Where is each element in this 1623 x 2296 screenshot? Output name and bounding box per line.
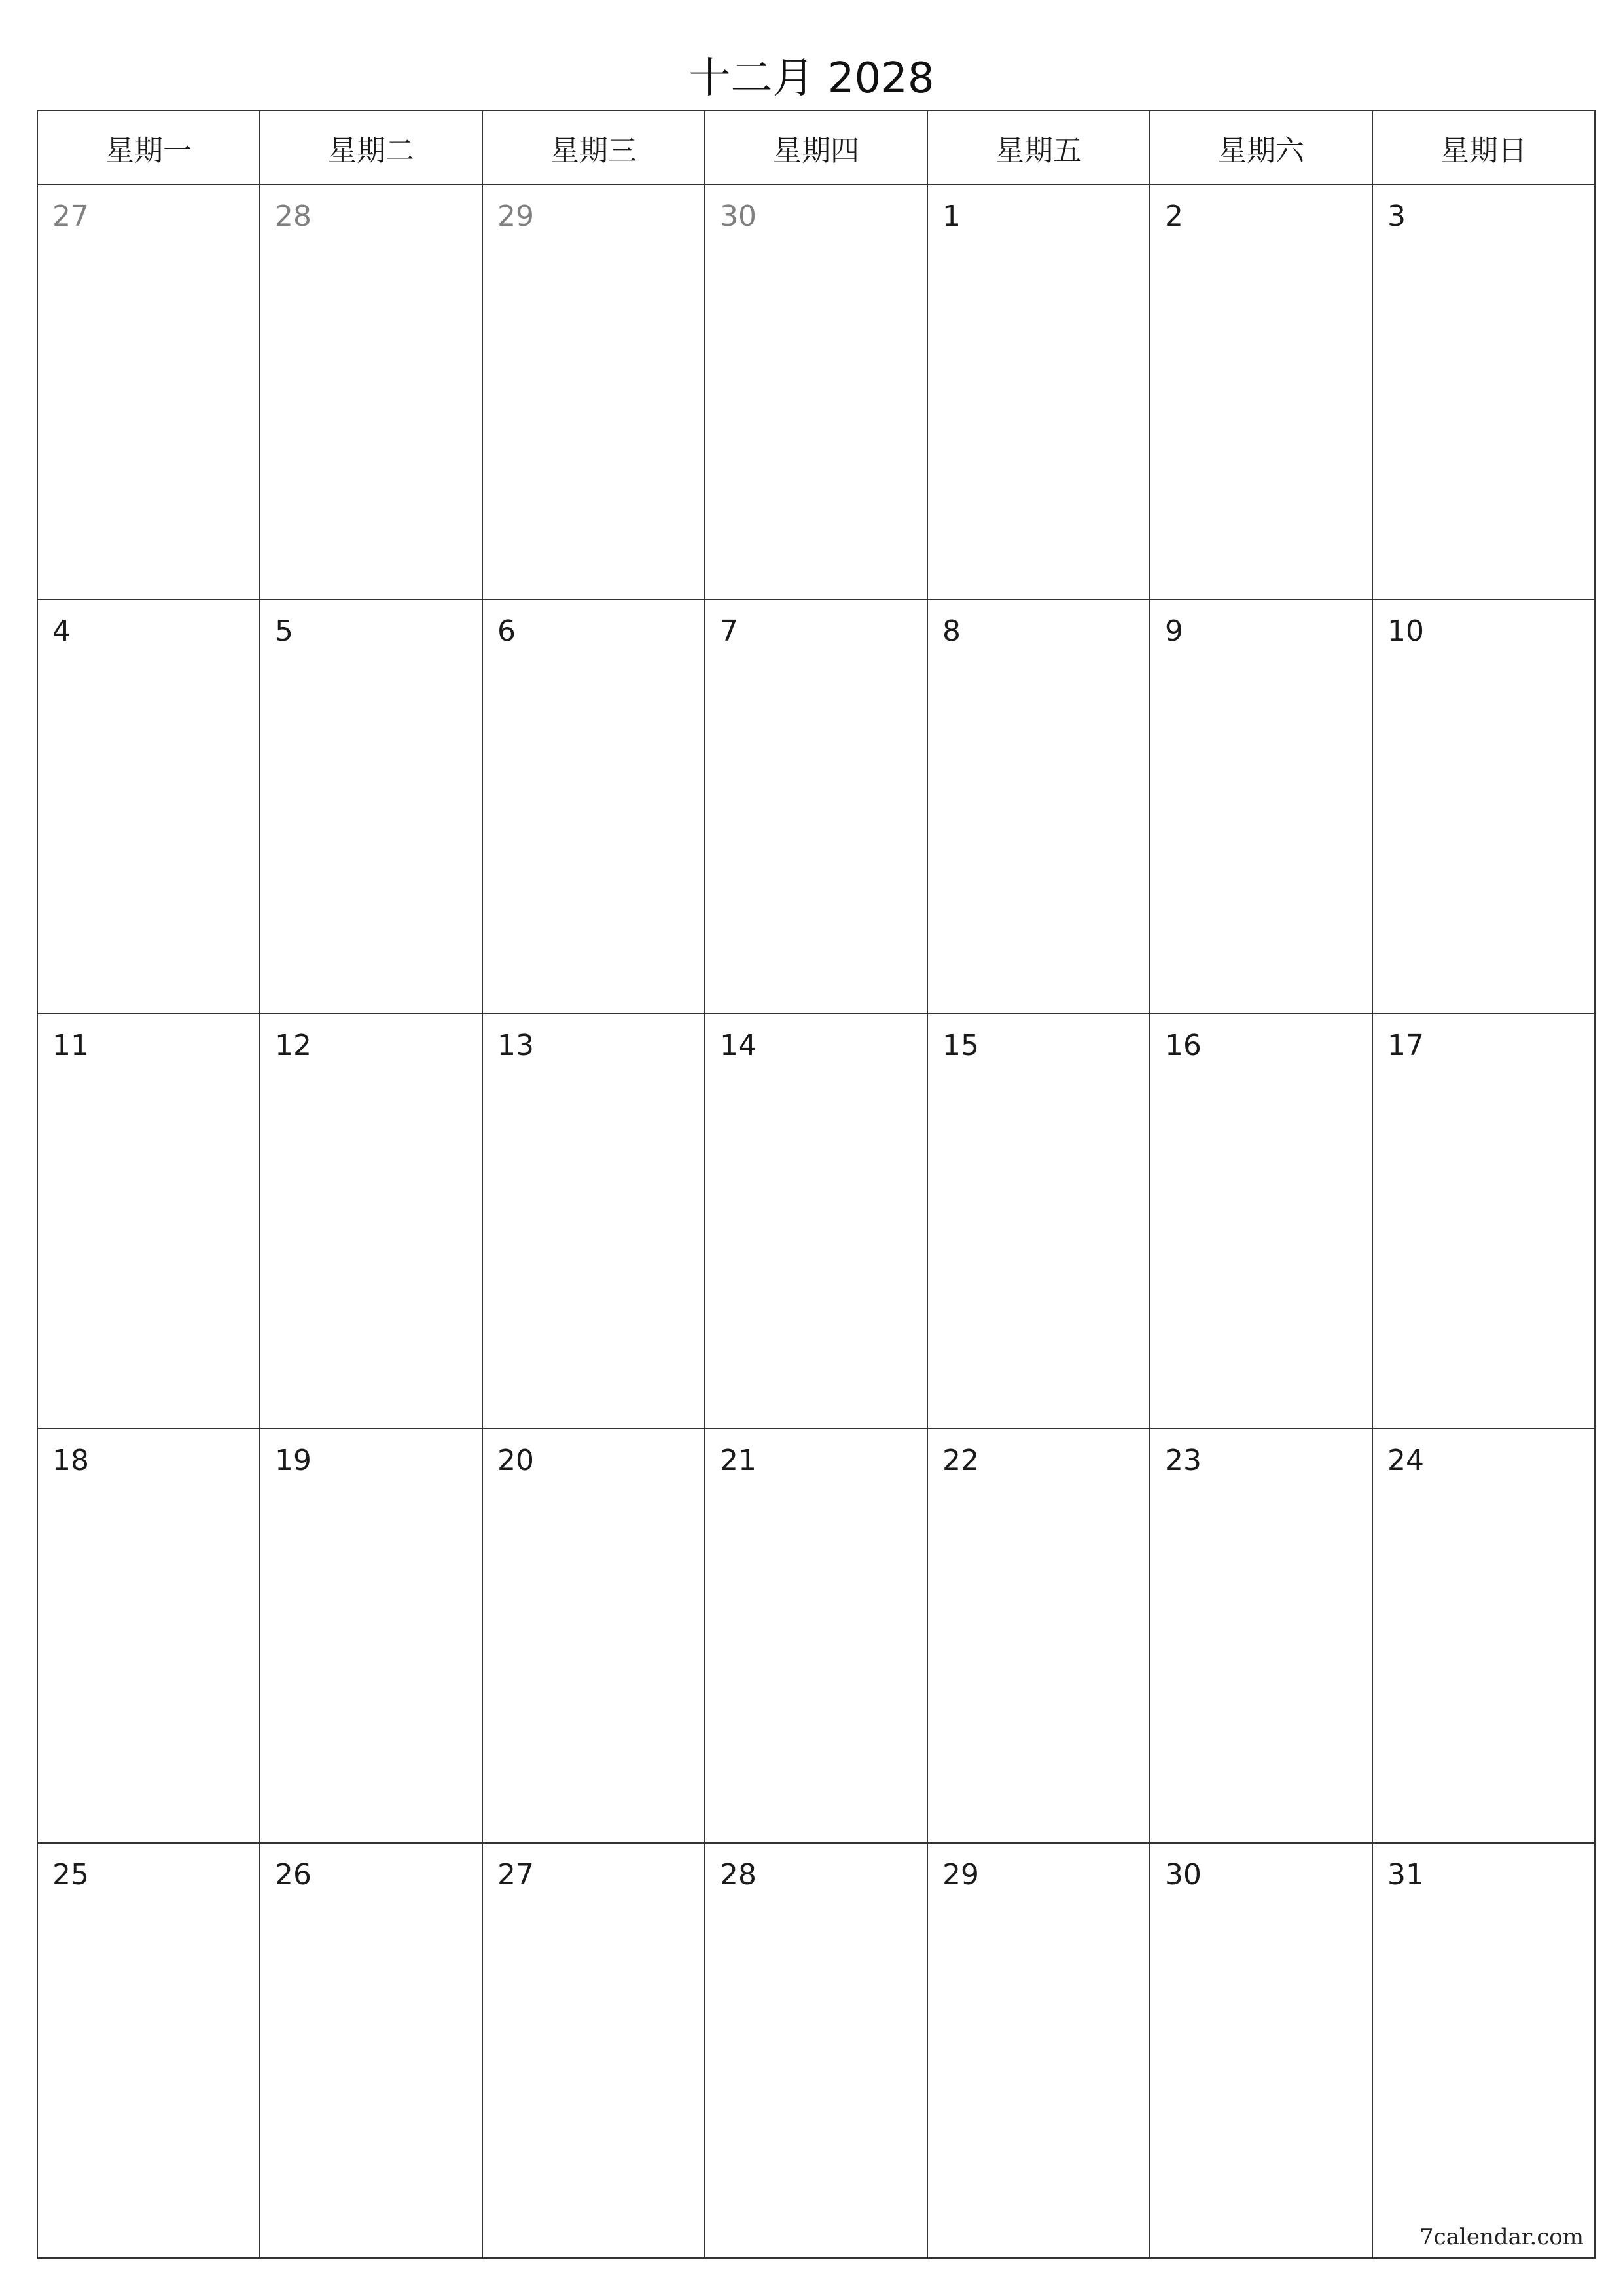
- day-cell: [260, 1844, 483, 2259]
- day-number: 29: [942, 1858, 979, 1892]
- day-number: 30: [720, 200, 757, 233]
- week-row-4: [38, 1429, 1596, 1844]
- week-row-5: [38, 1844, 1596, 2259]
- day-number: 20: [497, 1443, 534, 1477]
- day-number: 21: [720, 1443, 757, 1477]
- day-cell: [260, 185, 483, 600]
- day-cell: [1373, 1429, 1596, 1844]
- day-cell: [1373, 600, 1596, 1015]
- day-number: 8: [942, 614, 961, 648]
- day-number: 26: [275, 1858, 312, 1892]
- day-number: 6: [497, 614, 516, 648]
- day-number: 3: [1387, 200, 1406, 233]
- day-cell: [38, 600, 260, 1015]
- day-cell: [705, 1014, 928, 1429]
- day-number: 27: [497, 1858, 534, 1892]
- day-cell: [928, 1429, 1150, 1844]
- day-number: 4: [52, 614, 71, 648]
- day-number: 11: [52, 1029, 89, 1063]
- weekday-tuesday: 星期二: [260, 111, 483, 185]
- day-cell: [260, 1429, 483, 1844]
- day-number: 30: [1165, 1858, 1202, 1892]
- day-number: 18: [52, 1443, 89, 1477]
- day-cell: [483, 1429, 705, 1844]
- day-cell: [1150, 1014, 1373, 1429]
- week-row-1: [38, 185, 1596, 600]
- day-number: 22: [942, 1443, 979, 1477]
- footer-credit: 7calendar.com: [1419, 2224, 1584, 2250]
- weekday-sunday: 星期日: [1373, 111, 1596, 185]
- day-number: 5: [275, 614, 293, 648]
- page-title: 十二月 2028: [688, 54, 935, 103]
- day-cell: [1373, 185, 1596, 600]
- weekday-friday: 星期五: [928, 111, 1150, 185]
- day-number: 31: [1387, 1858, 1424, 1892]
- day-number: 28: [720, 1858, 757, 1892]
- day-cell: [1150, 600, 1373, 1015]
- day-cell: [1150, 1844, 1373, 2259]
- day-cell: [1373, 1844, 1596, 2259]
- day-number: 15: [942, 1029, 979, 1063]
- day-cell: [928, 600, 1150, 1015]
- day-number: 14: [720, 1029, 757, 1063]
- day-cell: [38, 1014, 260, 1429]
- day-cell: [705, 1844, 928, 2259]
- weekday-monday: 星期一: [38, 111, 260, 185]
- day-number: 19: [275, 1443, 312, 1477]
- day-number: 25: [52, 1858, 89, 1892]
- day-number: 12: [275, 1029, 312, 1063]
- day-cell: [705, 185, 928, 600]
- day-cell: [705, 1429, 928, 1844]
- day-cell: [38, 185, 260, 600]
- day-number: 1: [942, 200, 961, 233]
- day-cell: [38, 1844, 260, 2259]
- day-cell: [38, 1429, 260, 1844]
- day-number: 23: [1165, 1443, 1202, 1477]
- weekday-wednesday: 星期三: [483, 111, 705, 185]
- day-number: 27: [52, 200, 89, 233]
- day-number: 7: [720, 614, 738, 648]
- day-cell: [1150, 185, 1373, 600]
- day-cell: [928, 185, 1150, 600]
- weekday-thursday: 星期四: [705, 111, 928, 185]
- day-cell: [483, 185, 705, 600]
- week-row-3: [38, 1014, 1596, 1429]
- day-cell: [928, 1844, 1150, 2259]
- week-row-2: [38, 600, 1596, 1015]
- day-cell: [483, 1014, 705, 1429]
- day-number: 13: [497, 1029, 534, 1063]
- day-number: 17: [1387, 1029, 1424, 1063]
- day-number: 2: [1165, 200, 1183, 233]
- day-number: 10: [1387, 614, 1424, 648]
- day-cell: [1373, 1014, 1596, 1429]
- day-number: 29: [497, 200, 534, 233]
- day-number: 9: [1165, 614, 1183, 648]
- day-cell: [260, 600, 483, 1015]
- day-cell: [483, 600, 705, 1015]
- day-cell: [705, 600, 928, 1015]
- day-number: 28: [275, 200, 312, 233]
- day-cell: [928, 1014, 1150, 1429]
- day-cell: [1150, 1429, 1373, 1844]
- day-cell: [483, 1844, 705, 2259]
- day-number: 24: [1387, 1443, 1424, 1477]
- calendar-grid: [37, 110, 1596, 2259]
- day-cell: [260, 1014, 483, 1429]
- weeks: [38, 185, 1596, 2259]
- weekday-saturday: 星期六: [1150, 111, 1373, 185]
- day-number: 16: [1165, 1029, 1202, 1063]
- weekday-header: [38, 111, 1596, 185]
